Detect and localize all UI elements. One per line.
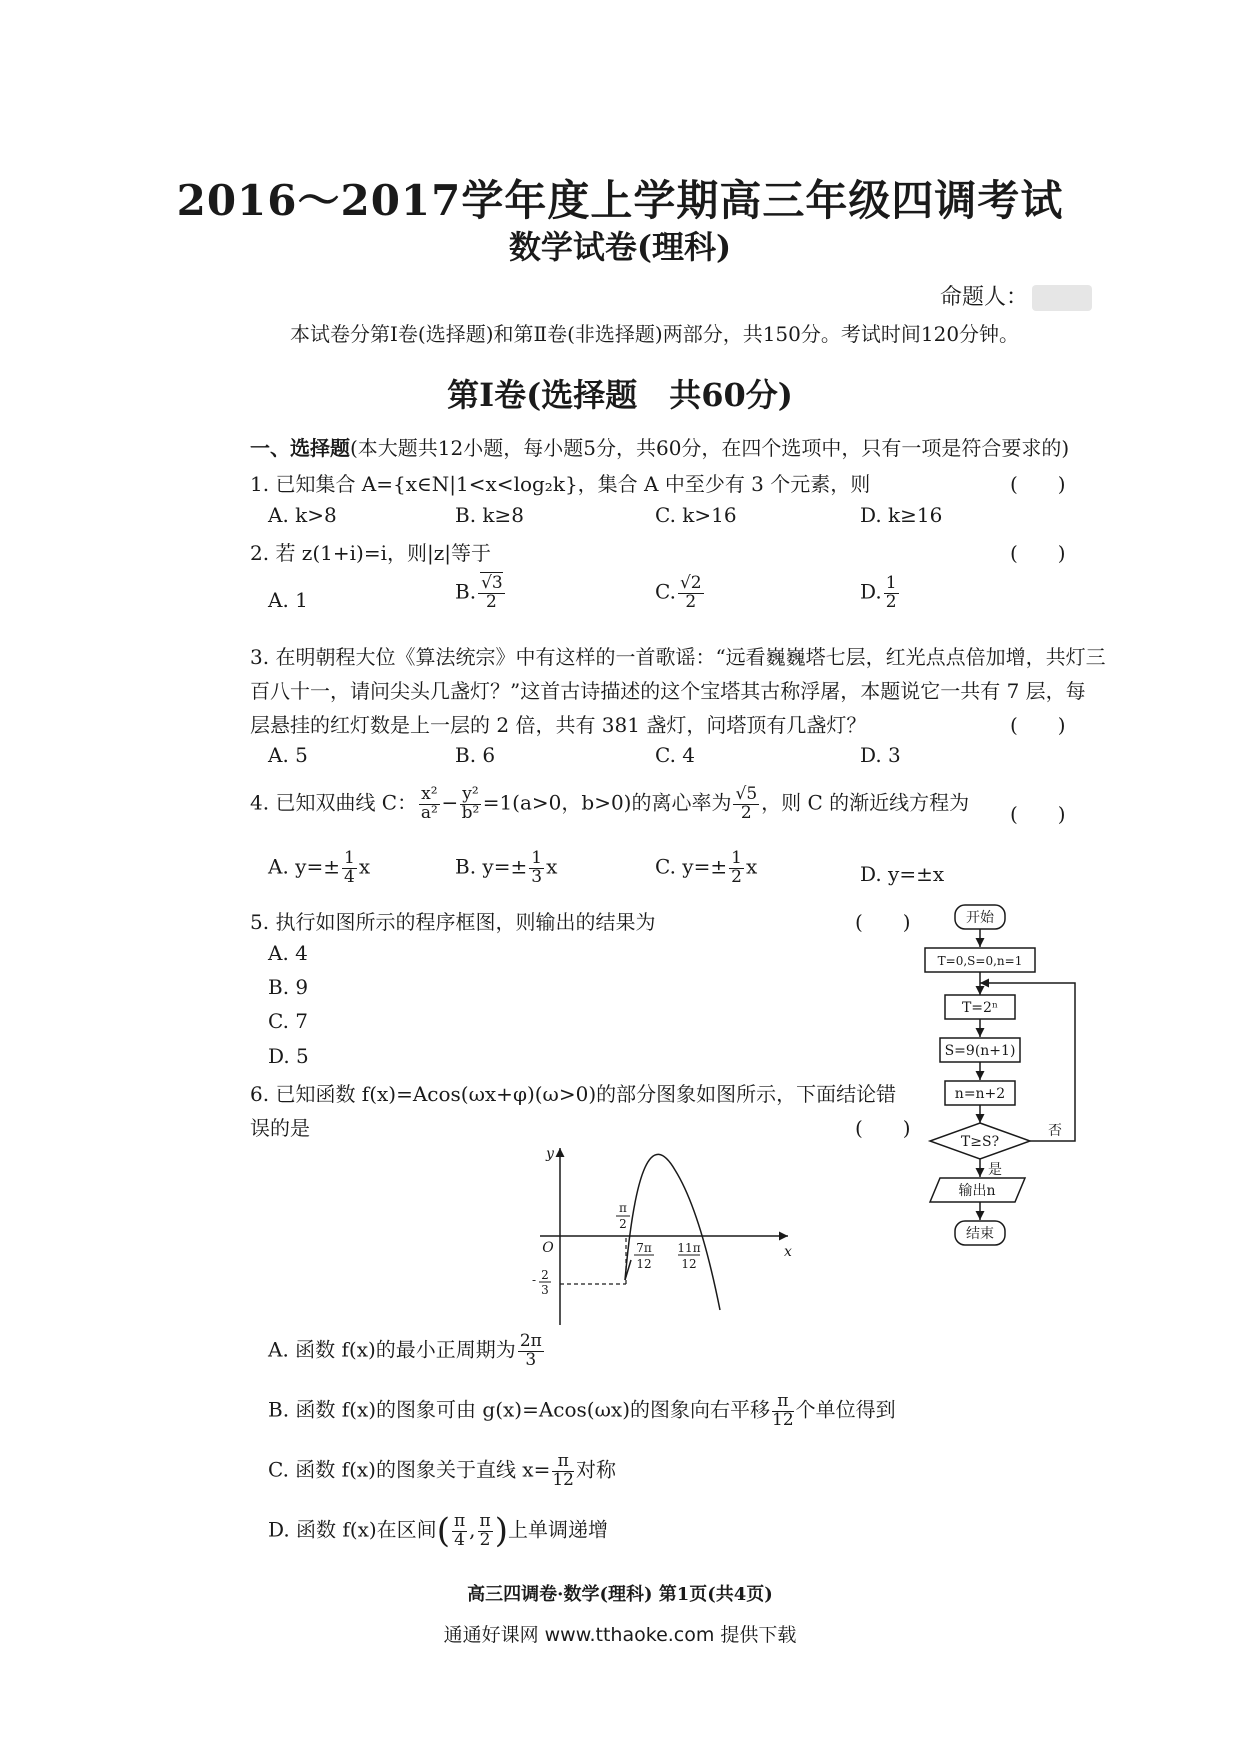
- flow-init-text: T=0,S=0,n=1: [937, 954, 1023, 968]
- q6-d-rparen: ): [494, 1511, 508, 1551]
- part1-title: 第Ⅰ卷(选择题 共60分): [447, 376, 793, 414]
- q3-option-c: C. 4: [655, 743, 696, 767]
- section-label: 一、选择题: [250, 436, 350, 460]
- q6-a-num: 2π: [519, 1331, 542, 1351]
- page-footer: 高三四调卷·数学(理科) 第1页(共4页): [467, 1584, 773, 1605]
- q4-x2: x²: [421, 784, 438, 804]
- q2-stem: 2. 若 z(1+i)=i，则|z|等于: [250, 541, 491, 565]
- q6-c-pre: C. 函数 f(x)的图象关于直线 x=: [268, 1457, 551, 1482]
- q6-b-den: 12: [772, 1410, 794, 1430]
- q4-e-den: 2: [740, 803, 752, 823]
- q6-b-frac: [772, 1393, 794, 1429]
- q4-c-x: x: [745, 854, 758, 879]
- q4-minus: −: [441, 790, 459, 815]
- q4-b-den: 3: [531, 867, 543, 887]
- q3-option-b: B. 6: [455, 743, 496, 767]
- q6-option-c: [268, 1453, 616, 1489]
- q6-answer-paren: ( ): [855, 1116, 911, 1140]
- q6-d-post: 上单调递增: [507, 1517, 608, 1542]
- pi-half-den: 2: [619, 1217, 627, 1231]
- q4-c-pre: C. y=±: [655, 854, 728, 879]
- q2-d-label: D.: [860, 579, 882, 604]
- q6-c-num: π: [552, 1453, 574, 1472]
- q2-c-den: 2: [685, 592, 697, 612]
- q2-d-frac: [884, 575, 899, 611]
- q4-answer-paren: ( ): [1010, 802, 1066, 826]
- q3-line1: 3. 在明朝程大位《算法统宗》中有这样的一首歌谣：“远看巍巍塔七层，红光点点倍加增，共灯三: [250, 645, 1106, 669]
- q4-b2: b²: [461, 803, 480, 823]
- y-axis-label: y: [546, 1146, 554, 1162]
- flow-end-text: 结束: [966, 1226, 994, 1242]
- q6-d-pre: D. 函数 f(x)在区间: [268, 1517, 437, 1542]
- pi-half-num: π: [619, 1201, 627, 1215]
- eleven-pi-num: 11π: [677, 1241, 701, 1255]
- q2-b-frac: [478, 575, 505, 611]
- q4-c-frac: [729, 850, 744, 886]
- program-flowchart: [915, 895, 1095, 1255]
- seven-pi-den: 12: [636, 1257, 652, 1271]
- q2-option-a: A. 1: [268, 588, 308, 612]
- q4-option-c: [655, 850, 757, 886]
- q6-b-pre: B. 函数 f(x)的图象可由 g(x)=Acos(ωx)的图象向右平移: [268, 1397, 771, 1422]
- q2-b-num: √3: [481, 573, 503, 593]
- q6-d-comma: ,: [469, 1517, 476, 1542]
- q6-option-a: [268, 1333, 546, 1369]
- flow-step1-text: T=2ⁿ: [961, 1000, 999, 1016]
- q6-a-pre: A. 函数 f(x)的最小正周期为: [268, 1337, 516, 1362]
- q2-c-frac: [678, 575, 704, 611]
- q5-stem: 5. 执行如图所示的程序框图，则输出的结果为: [250, 910, 656, 934]
- q6-a-den: 3: [525, 1350, 537, 1370]
- author-line: [940, 280, 1092, 311]
- q1-option-b: B. k≥8: [455, 503, 525, 527]
- q4-e-frac: [733, 786, 759, 822]
- q4-a-den: 4: [343, 867, 355, 887]
- flow-cond-text: T≥S?: [960, 1134, 1000, 1150]
- flow-step2-text: S=9(n+1): [944, 1043, 1016, 1059]
- q4-c-den: 2: [731, 867, 742, 887]
- redacted-name: [1032, 285, 1092, 311]
- cosine-curve: [625, 1154, 720, 1310]
- exam-intro: 本试卷分第Ⅰ卷(选择题)和第Ⅱ卷(非选择题)两部分，共150分。考试时间120分钟。: [290, 322, 1020, 346]
- q4-pre: 4. 已知双曲线 C：: [250, 790, 418, 815]
- q5-option-a: A. 4: [268, 941, 308, 965]
- cosine-graph: [520, 1140, 800, 1330]
- q1-answer-paren: ( ): [1010, 472, 1066, 496]
- q3-option-a: A. 5: [268, 743, 308, 767]
- neg-sign: -: [531, 1273, 537, 1287]
- q3-line2: 百八十一，请问尖头几盏灯？”这首古诗描述的这个宝塔其古称浮屠，本题说它一共有 7 层，每: [250, 679, 1086, 703]
- section-desc: (本大题共12小题，每小题5分，共60分，在四个选项中，只有一项是符合要求的): [350, 436, 1070, 460]
- q4-a-num: 1: [343, 848, 355, 868]
- q4-option-b: [455, 850, 557, 886]
- q6-d-frac-b: [478, 1513, 493, 1549]
- q3-option-d: D. 3: [860, 743, 901, 767]
- q4-b-num: 1: [531, 848, 543, 868]
- q6-c-post: 对称: [575, 1457, 616, 1482]
- q4-x-frac: [419, 786, 439, 822]
- q2-answer-paren: ( ): [1010, 541, 1066, 565]
- q6-c-den: 12: [552, 1470, 574, 1490]
- q4-b-x: x: [546, 854, 558, 879]
- q2-option-d: [860, 575, 901, 611]
- q4-stem: [250, 786, 969, 822]
- q1-option-c: C. k>16: [655, 503, 737, 527]
- q4-option-a: [268, 850, 370, 886]
- q4-mid: =1(a>0，b>0)的离心率为: [482, 790, 732, 815]
- q6-d-lparen: (: [436, 1511, 450, 1551]
- q2-option-b: [455, 575, 507, 611]
- q4-option-d: D. y=±x: [860, 862, 945, 886]
- q5-option-b: B. 9: [268, 975, 309, 999]
- q6-line1: 6. 已知函数 f(x)=Acos(ωx+φ)(ω>0)的部分图象如图所示，下面结论错: [250, 1082, 897, 1106]
- q6-option-b: [268, 1393, 896, 1429]
- q4-a-x: x: [358, 854, 371, 879]
- section-heading: [250, 432, 1069, 461]
- q1-stem: 1. 已知集合 A={x∈N|1<x<log₂k}，集合 A 中至少有 3 个元素，则: [250, 472, 871, 496]
- q6-b-post: 个单位得到: [795, 1397, 896, 1422]
- neg-two-thirds-den: 3: [541, 1283, 549, 1297]
- q4-b-pre: B. y=±: [455, 854, 528, 879]
- flow-yes-label: 是: [988, 1162, 1002, 1178]
- flow-start-text: 开始: [966, 910, 994, 926]
- flow-no-label: 否: [1048, 1123, 1062, 1139]
- q6-line2: 误的是: [250, 1116, 310, 1140]
- q1-option-d: D. k≥16: [860, 503, 943, 527]
- q4-e-num: √5: [735, 784, 758, 804]
- q6-option-d: [268, 1511, 608, 1551]
- q6-d-b-num: π: [479, 1511, 491, 1531]
- x-axis-label: x: [784, 1244, 792, 1260]
- q6-a-frac: [518, 1333, 544, 1369]
- author-label: 命题人：: [940, 285, 1029, 310]
- origin-label: O: [542, 1240, 554, 1256]
- q6-d-a-num: π: [453, 1511, 466, 1531]
- seven-pi-num: 7π: [636, 1241, 652, 1255]
- q4-a2: a²: [420, 803, 438, 823]
- q3-answer-paren: ( ): [1010, 713, 1066, 737]
- q3-line3: 层悬挂的红灯数是上一层的 2 倍，共有 381 盏灯，问塔顶有几盏灯？: [250, 713, 867, 737]
- q4-b-frac: [529, 850, 544, 886]
- q2-b-den: 2: [485, 592, 497, 612]
- eleven-pi-den: 12: [681, 1257, 697, 1271]
- q5-answer-paren: ( ): [855, 910, 911, 934]
- download-site-note: 通通好课网 www.tthaoke.com 提供下载: [443, 1624, 797, 1646]
- exam-title: 2016～2017学年度上学期高三年级四调考试: [176, 176, 1064, 225]
- q6-d-frac-a: [452, 1513, 467, 1549]
- neg-two-thirds-num: 2: [541, 1268, 549, 1282]
- flow-step3-text: n=n+2: [954, 1086, 1006, 1102]
- q5-option-d: D. 5: [268, 1044, 309, 1068]
- q4-a-pre: A. y=±: [268, 854, 340, 879]
- exam-subtitle: 数学试卷(理科): [508, 228, 732, 266]
- q6-d-b-den: 2: [479, 1530, 491, 1550]
- q2-d-num: 1: [885, 573, 897, 593]
- q2-c-label: C.: [655, 579, 676, 604]
- q4-post: ，则 C 的渐近线方程为: [761, 790, 970, 815]
- q4-y2: y²: [462, 784, 479, 804]
- q2-d-den: 2: [885, 592, 897, 612]
- q6-b-num: π: [772, 1393, 794, 1412]
- q4-y-frac: [460, 786, 480, 822]
- q2-c-num: √2: [679, 573, 702, 593]
- flow-output-text: 输出n: [958, 1183, 996, 1199]
- q4-c-num: 1: [731, 848, 742, 868]
- q6-c-frac: [552, 1453, 574, 1489]
- q6-d-a-den: 4: [454, 1530, 465, 1550]
- q5-option-c: C. 7: [268, 1009, 309, 1033]
- q2-b-label: B.: [455, 579, 477, 604]
- q1-option-a: A. k>8: [268, 503, 337, 527]
- q4-a-frac: [342, 850, 357, 886]
- q2-option-c: [655, 575, 706, 611]
